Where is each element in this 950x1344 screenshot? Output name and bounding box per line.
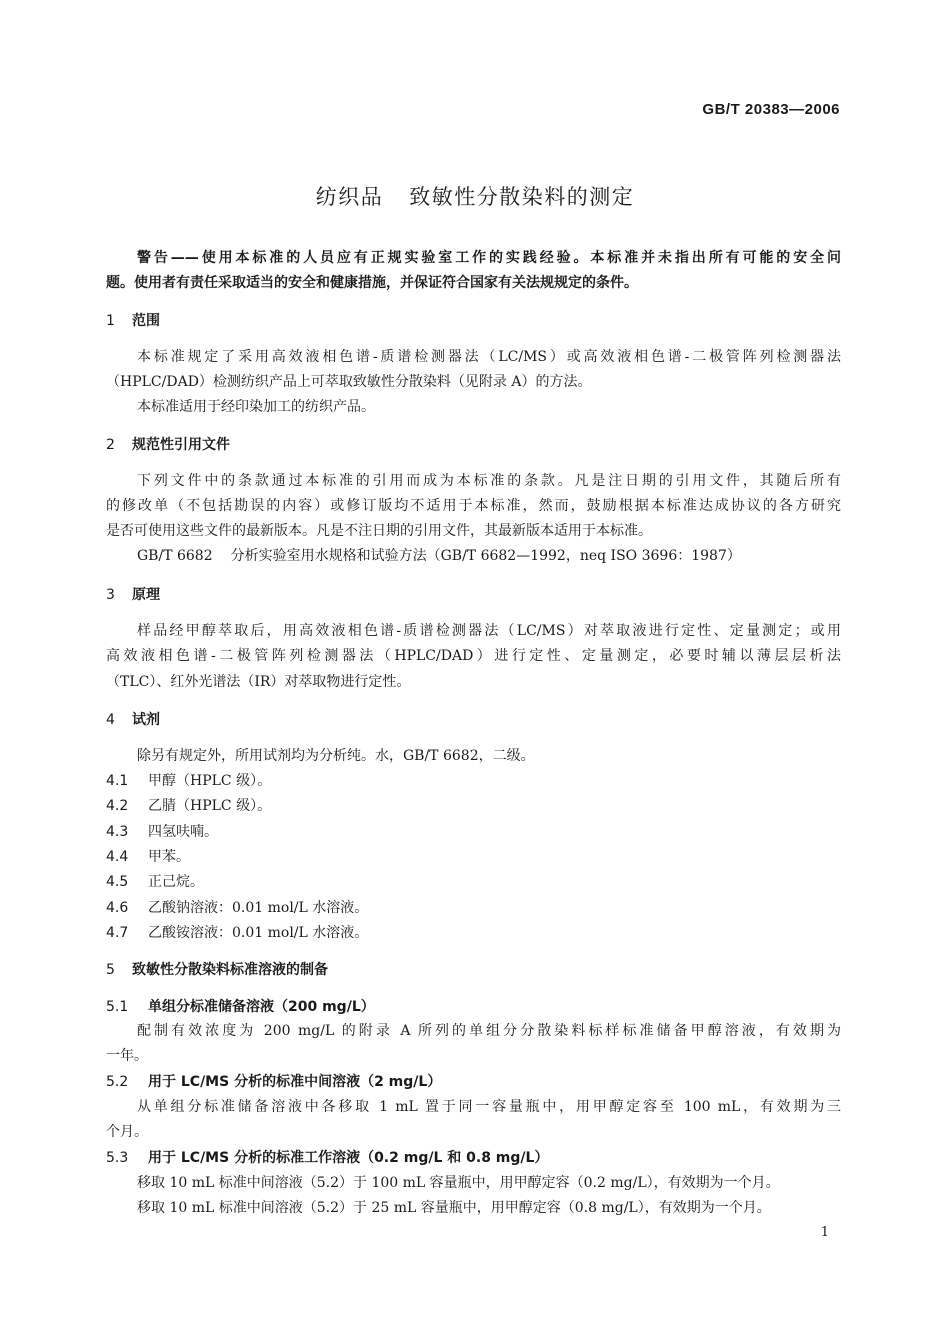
section-5-heading (106, 960, 841, 980)
warning-line-2: 题。使用者有责任采取适当的安全和健康措施，并保证符合国家有关法规规定的条件。 (106, 275, 638, 291)
title-part-1: 纺织品 (315, 185, 384, 209)
subsection-5-2-heading: 5.2 用于 LC/MS 分析的标准中间溶液（2 mg/L） (106, 1074, 442, 1090)
paragraph-line: 本标准规定了采用高效液相色谱-质谱检测器法（LC/MS）或高效液相色谱-二极管阵列检测器法 (137, 349, 841, 365)
normative-reference (137, 546, 841, 566)
section-2-heading (106, 435, 841, 455)
section-4-heading (106, 710, 841, 730)
paragraph-line: 配制有效浓度为 200 mg/L 的附录 A 所列的单组分分散染料标样标准储备甲醇溶液，有效期为 (137, 1023, 841, 1039)
paragraph-line: 是否可使用这些文件的最新版本。凡是不注日期的引用文件，其最新版本适用于本标准。 (106, 523, 652, 539)
paragraph-line: 样品经甲醇萃取后，用高效液相色谱-质谱检测器法（LC/MS）对萃取液进行定性、定量测定；或用 (137, 623, 841, 639)
paragraph-line: 移取 10 mL 标准中间溶液（5.2）于 25 mL 容量瓶中，用甲醇定容（0.8 mg/L），有效期为一个月。 (137, 1200, 771, 1216)
standard-number: GB/T 20383—2006 (702, 101, 840, 118)
list-item: 4.2 乙腈（HPLC 级）。 (106, 798, 272, 814)
paragraph-line: 移取 10 mL 标准中间溶液（5.2）于 100 mL 容量瓶中，用甲醇定容（0.2 mg/L），有效期为一个月。 (137, 1175, 780, 1191)
list-item: 4.7 乙酸铵溶液：0.01 mol/L 水溶液。 (106, 925, 369, 941)
page-number: 1 (820, 1225, 829, 1240)
list-item: 4.1 甲醇（HPLC 级）。 (106, 773, 272, 789)
section-number: 2 (106, 437, 115, 453)
section-title: 规范性引用文件 (132, 437, 230, 453)
section-3-heading (106, 585, 841, 605)
section-number: 4 (106, 712, 115, 728)
paragraph-line: 下列文件中的条款通过本标准的引用而成为本标准的条款。凡是注日期的引用文件，其随后所有 (137, 473, 841, 489)
paragraph-line: 除另有规定外，所用试剂均为分析纯。水，GB/T 6682，二级。 (137, 748, 535, 764)
section-title: 范围 (132, 313, 160, 329)
section-title: 原理 (132, 587, 160, 603)
title-part-2: 致敏性分散染料的测定 (409, 185, 635, 209)
reference-title: 分析实验室用水规格和试验方法（GB/T 6682—1992，neq ISO 3696：1987） (230, 548, 741, 564)
document-title (0, 181, 950, 211)
paragraph-line: 一年。 (106, 1048, 148, 1064)
paragraph-line: 高效液相色谱-二极管阵列检测器法（HPLC/DAD）进行定性、定量测定，必要时辅以薄层层析法 (106, 648, 841, 664)
section-title: 致敏性分散染料标准溶液的制备 (132, 962, 328, 978)
section-number: 5 (106, 962, 115, 978)
paragraph-line: 个月。 (106, 1124, 148, 1140)
list-item: 4.6 乙酸钠溶液：0.01 mol/L 水溶液。 (106, 900, 369, 916)
list-item: 4.3 四氢呋喃。 (106, 824, 218, 840)
paragraph-line: 本标准适用于经印染加工的纺织产品。 (137, 399, 375, 415)
list-item: 4.5 正己烷。 (106, 874, 204, 890)
warning-line-1: 警告——使用本标准的人员应有正规实验室工作的实践经验。本标准并未指出所有可能的安全问 (137, 250, 841, 266)
reference-code: GB/T 6682 (137, 548, 213, 564)
paragraph-line: （TLC）、红外光谱法（IR）对萃取物进行定性。 (106, 674, 411, 690)
section-number: 1 (106, 313, 115, 329)
subsection-5-3-heading: 5.3 用于 LC/MS 分析的标准工作溶液（0.2 mg/L 和 0.8 mg/L） (106, 1150, 549, 1166)
subsection-5-1-heading: 5.1 单组分标准储备溶液（200 mg/L） (106, 999, 375, 1015)
section-1-heading (106, 311, 841, 331)
paragraph-line: 从单组分标准储备溶液中各移取 1 mL 置于同一容量瓶中，用甲醇定容至 100 mL，有效期为三 (137, 1099, 841, 1115)
paragraph-line: 的修改单（不包括勘误的内容）或修订版均不适用于本标准，然而，鼓励根据本标准达成协议的各方研究 (106, 498, 841, 514)
section-number: 3 (106, 587, 115, 603)
paragraph-line: （HPLC/DAD）检测纺织产品上可萃取致敏性分散染料（见附录 A）的方法。 (106, 374, 592, 390)
section-title: 试剂 (132, 712, 160, 728)
list-item: 4.4 甲苯。 (106, 849, 190, 865)
